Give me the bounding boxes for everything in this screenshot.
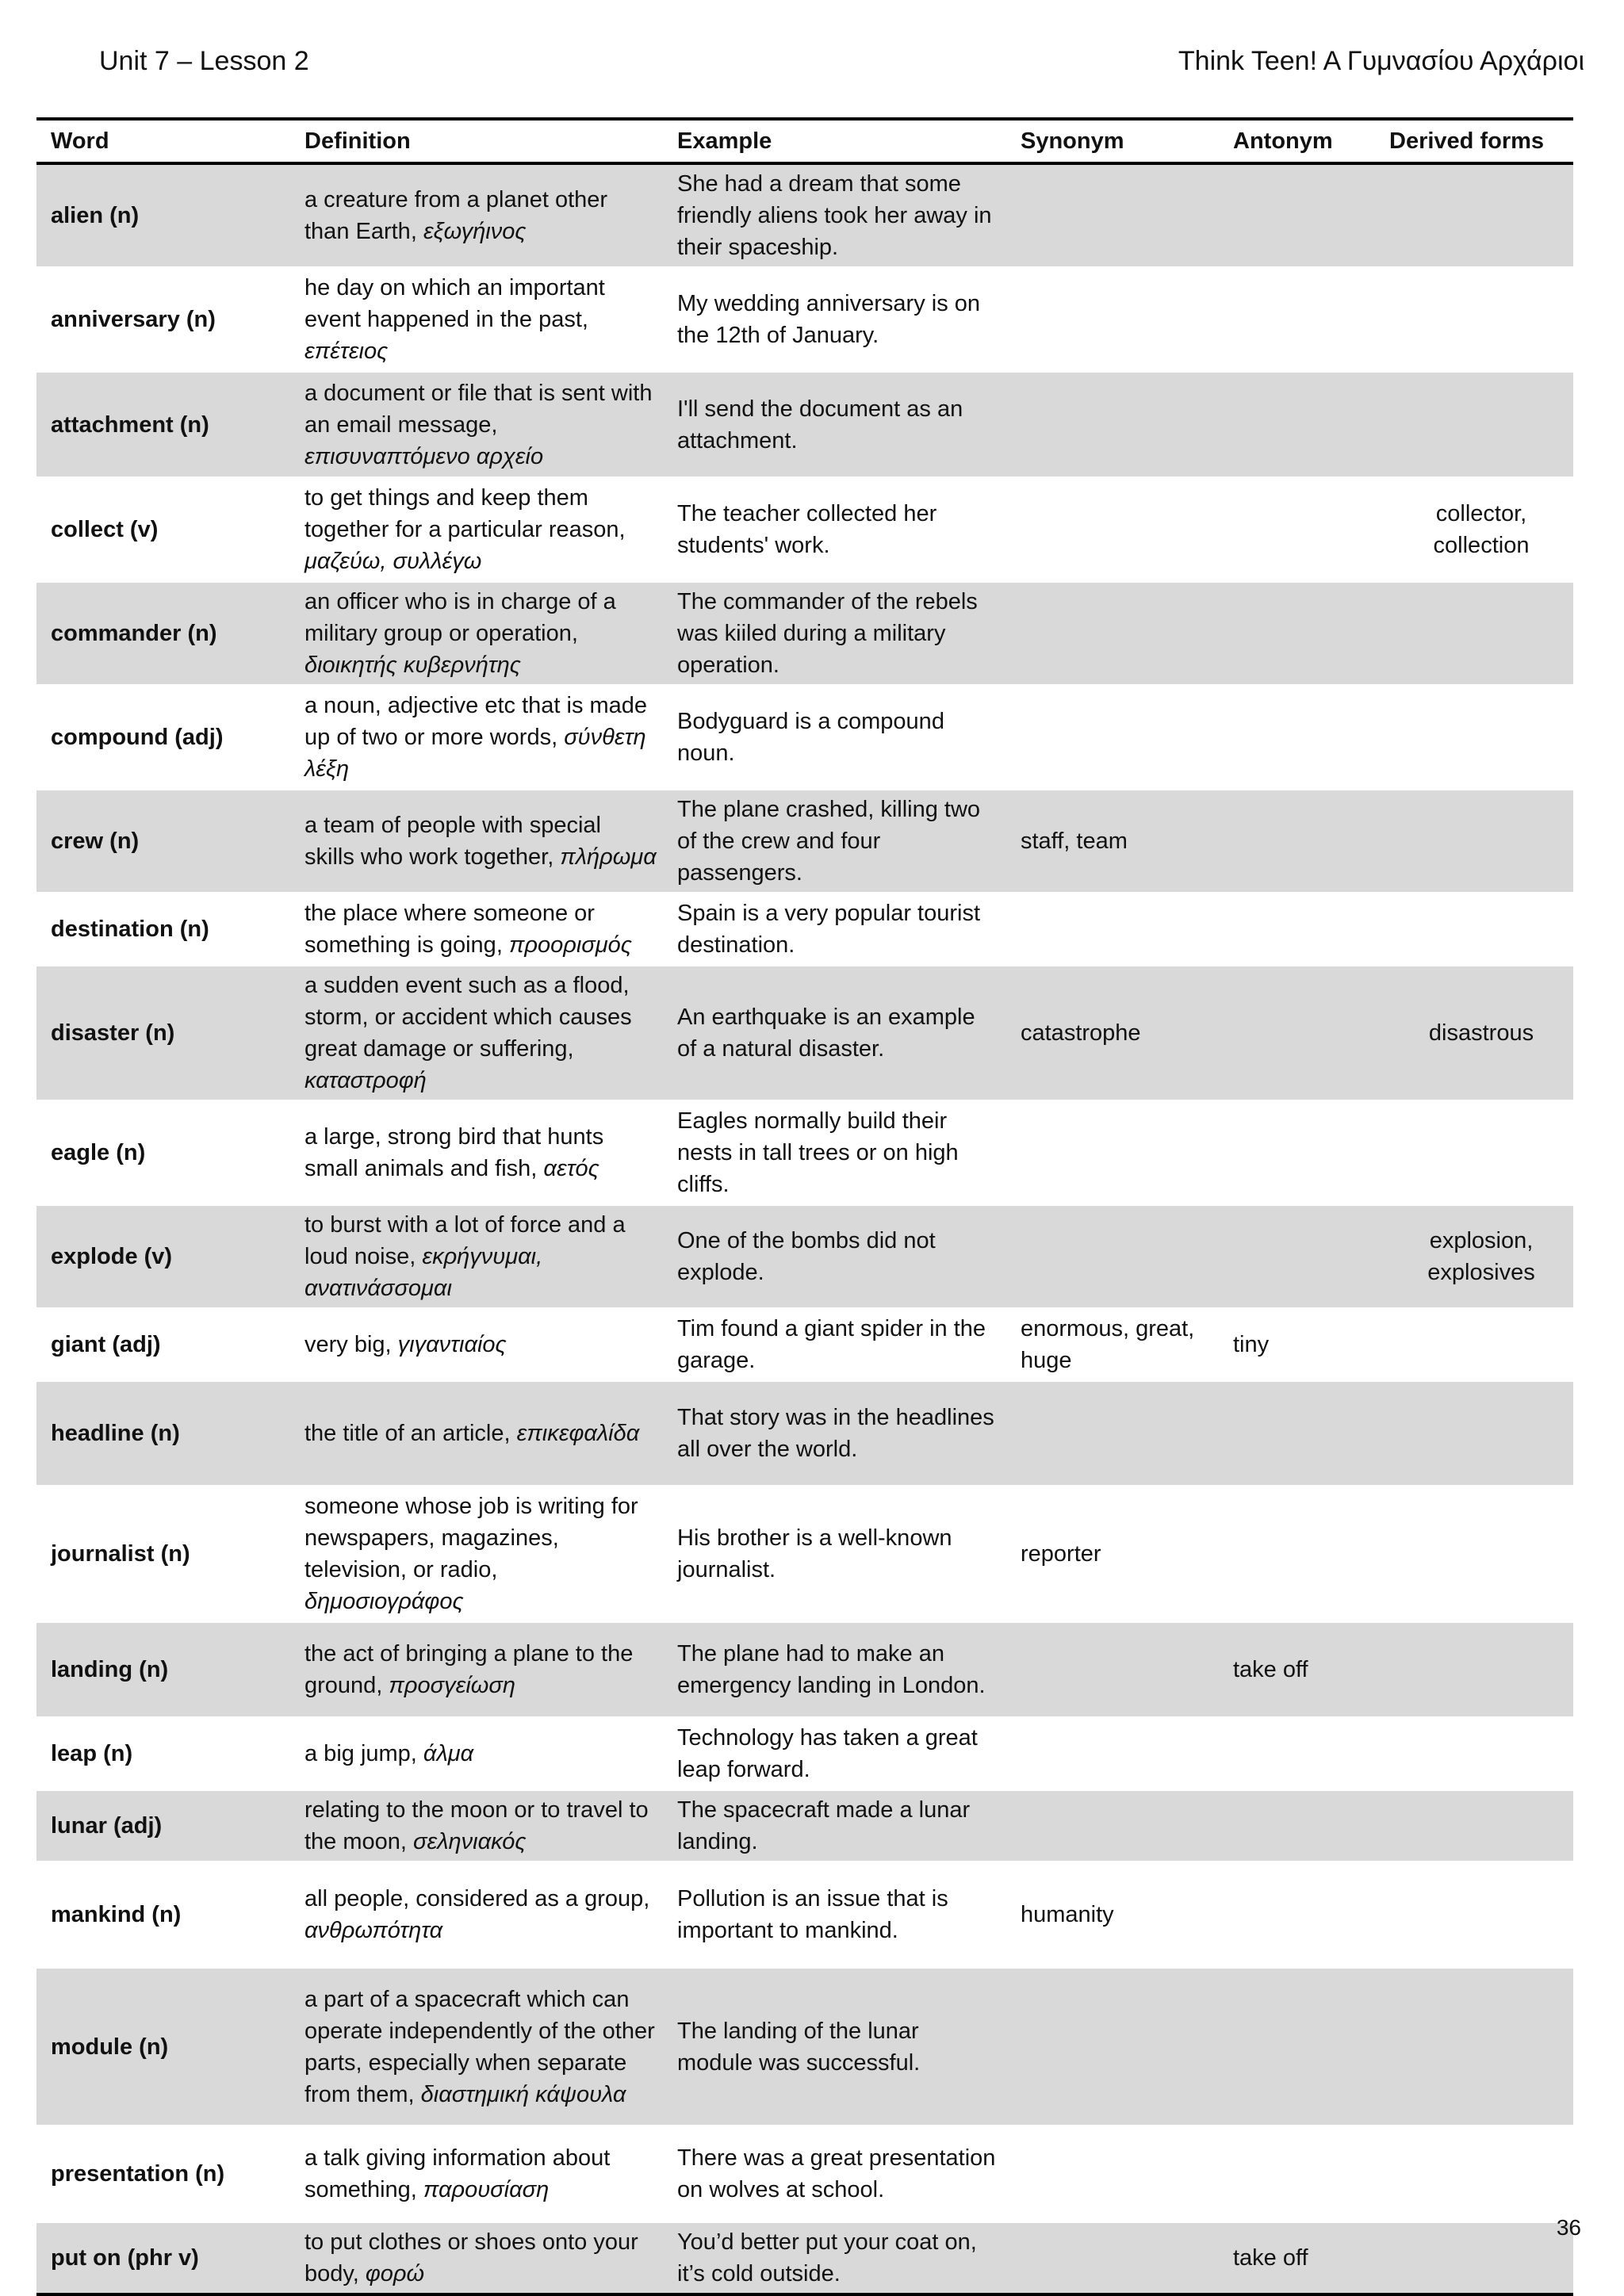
cell-derived-forms xyxy=(1381,1487,1573,1622)
cell-synonym xyxy=(1006,372,1219,478)
cell-synonym xyxy=(1006,478,1219,582)
cell-example: The plane had to make an emergency landing in London. xyxy=(663,1622,1006,1718)
definition-text: the title of an article, xyxy=(304,1421,517,1446)
table-row xyxy=(36,1718,1573,1790)
cell-derived-forms xyxy=(1381,1790,1573,1862)
greek-translation: διοικητής κυβερνήτης xyxy=(304,652,521,678)
greek-translation: φορώ xyxy=(365,2261,425,2286)
cell-word: anniversary (n) xyxy=(36,268,290,372)
cell-example: Tim found a giant spider in the garage. xyxy=(663,1309,1006,1381)
definition-text: to burst with a lot of force and a loud noise, xyxy=(304,1212,626,1269)
table-row xyxy=(36,790,1573,894)
table-row xyxy=(36,1205,1573,1309)
cell-antonym xyxy=(1219,163,1381,268)
cell-synonym xyxy=(1006,686,1219,790)
cell-synonym xyxy=(1006,1718,1219,1790)
table-row xyxy=(36,1862,1573,1968)
table-row xyxy=(36,1622,1573,1718)
cell-derived-forms xyxy=(1381,2222,1573,2295)
cell-definition xyxy=(290,1790,663,1862)
cell-word: headline (n) xyxy=(36,1381,290,1487)
cell-word: leap (n) xyxy=(36,1718,290,1790)
cell-synonym xyxy=(1006,2126,1219,2222)
greek-translation: σύνθετη λέξη xyxy=(304,725,646,782)
definition-text: an officer who is in charge of a military group or operation, xyxy=(304,589,616,646)
definition-text: to get things and keep them together for a particular reason, xyxy=(304,485,626,542)
cell-example: Spain is a very popular tourist destination. xyxy=(663,894,1006,966)
cell-definition xyxy=(290,1487,663,1622)
definition-text: he day on which an important event happened in the past, xyxy=(304,275,605,332)
cell-derived-forms: disastrous xyxy=(1381,966,1573,1101)
definition-text: all people, considered as a group, xyxy=(304,1886,650,1911)
cell-word: attachment (n) xyxy=(36,372,290,478)
cell-word: compound (adj) xyxy=(36,686,290,790)
cell-definition xyxy=(290,582,663,686)
greek-translation: μαζεύω, συλλέγω xyxy=(304,549,482,574)
greek-translation: γιγαντιαίος xyxy=(397,1332,507,1357)
definition-text: a sudden event such as a flood, storm, or accident which causes great damage or suffering, xyxy=(304,973,632,1062)
cell-definition xyxy=(290,1622,663,1718)
cell-derived-forms xyxy=(1381,1101,1573,1205)
cell-derived-forms xyxy=(1381,894,1573,966)
cell-example: An earthquake is an example of a natural disaster. xyxy=(663,966,1006,1101)
greek-translation: καταστροφή xyxy=(304,1068,427,1093)
cell-antonym xyxy=(1219,1718,1381,1790)
cell-word: disaster (n) xyxy=(36,966,290,1101)
cell-derived-forms xyxy=(1381,1309,1573,1381)
cell-synonym xyxy=(1006,1205,1219,1309)
cell-synonym xyxy=(1006,582,1219,686)
greek-translation: ανθρωπότητα xyxy=(304,1918,443,1943)
greek-translation: αετός xyxy=(543,1156,599,1181)
greek-translation: προσγείωση xyxy=(389,1673,515,1698)
cell-synonym: enormous, great, huge xyxy=(1006,1309,1219,1381)
cell-word: alien (n) xyxy=(36,163,290,268)
cell-definition xyxy=(290,1101,663,1205)
cell-antonym: take off xyxy=(1219,2222,1381,2295)
table-row xyxy=(36,686,1573,790)
vocabulary-table xyxy=(36,117,1573,2296)
table-row xyxy=(36,2126,1573,2222)
cell-antonym xyxy=(1219,372,1381,478)
cell-definition xyxy=(290,478,663,582)
cell-definition xyxy=(290,163,663,268)
cell-synonym xyxy=(1006,1968,1219,2126)
cell-definition xyxy=(290,1309,663,1381)
cell-word: commander (n) xyxy=(36,582,290,686)
cell-antonym xyxy=(1219,894,1381,966)
cell-derived-forms: explosion, explosives xyxy=(1381,1205,1573,1309)
cell-definition xyxy=(290,372,663,478)
cell-derived-forms xyxy=(1381,372,1573,478)
cell-example: There was a great presentation on wolves at school. xyxy=(663,2126,1006,2222)
cell-word: explode (v) xyxy=(36,1205,290,1309)
cell-antonym xyxy=(1219,1381,1381,1487)
cell-antonym xyxy=(1219,582,1381,686)
definition-text: a noun, adjective etc that is made up of two or more words, xyxy=(304,693,648,750)
column-header-antonym: Antonym xyxy=(1219,119,1381,163)
cell-antonym xyxy=(1219,1968,1381,2126)
cell-example: Technology has taken a great leap forward. xyxy=(663,1718,1006,1790)
cell-derived-forms xyxy=(1381,2126,1573,2222)
greek-translation: πλήρωμα xyxy=(560,844,657,870)
cell-synonym xyxy=(1006,1101,1219,1205)
cell-definition xyxy=(290,2222,663,2295)
greek-translation: επισυναπτόμενο αρχείο xyxy=(304,443,544,469)
table-body xyxy=(36,163,1573,2294)
page-number: 36 xyxy=(1556,2215,1581,2240)
definition-text: a part of a spacecraft which can operate independently of the other parts, especially when separate from them, xyxy=(304,1986,655,2107)
cell-example: She had a dream that some friendly aliens took her away in their spaceship. xyxy=(663,163,1006,268)
greek-translation: προορισμός xyxy=(508,932,632,958)
cell-derived-forms xyxy=(1381,163,1573,268)
greek-translation: επικεφαλίδα xyxy=(516,1421,640,1446)
cell-example: The landing of the lunar module was successful. xyxy=(663,1968,1006,2126)
cell-synonym xyxy=(1006,2222,1219,2295)
table-row xyxy=(36,163,1573,268)
cell-synonym xyxy=(1006,163,1219,268)
cell-antonym: tiny xyxy=(1219,1309,1381,1381)
cell-word: landing (n) xyxy=(36,1622,290,1718)
column-header-synonym: Synonym xyxy=(1006,119,1219,163)
cell-word: destination (n) xyxy=(36,894,290,966)
cell-derived-forms xyxy=(1381,1381,1573,1487)
cell-synonym: reporter xyxy=(1006,1487,1219,1622)
definition-text: the place where someone or something is going, xyxy=(304,901,595,958)
table-row xyxy=(36,1309,1573,1381)
cell-example: You’d better put your coat on, it’s cold outside. xyxy=(663,2222,1006,2295)
cell-definition xyxy=(290,1381,663,1487)
definition-text: someone whose job is writing for newspapers, magazines, television, or radio, xyxy=(304,1494,638,1582)
cell-antonym xyxy=(1219,1205,1381,1309)
cell-antonym xyxy=(1219,1101,1381,1205)
table-row xyxy=(36,1101,1573,1205)
cell-antonym xyxy=(1219,1790,1381,1862)
cell-antonym: take off xyxy=(1219,1622,1381,1718)
cell-synonym: humanity xyxy=(1006,1862,1219,1968)
table-row xyxy=(36,2222,1573,2295)
table-row xyxy=(36,478,1573,582)
cell-word: giant (adj) xyxy=(36,1309,290,1381)
cell-derived-forms xyxy=(1381,1968,1573,2126)
header-book-title: Think Teen! A Γυμνασίου Αρχάριοι xyxy=(1178,46,1584,76)
cell-word: module (n) xyxy=(36,1968,290,2126)
table-row xyxy=(36,582,1573,686)
table-row xyxy=(36,268,1573,372)
cell-word: journalist (n) xyxy=(36,1487,290,1622)
cell-antonym xyxy=(1219,268,1381,372)
definition-text: a document or file that is sent with an email message, xyxy=(304,380,653,438)
cell-example: That story was in the headlines all over the world. xyxy=(663,1381,1006,1487)
greek-translation: σεληνιακός xyxy=(413,1829,527,1854)
cell-definition xyxy=(290,2126,663,2222)
table-row xyxy=(36,1487,1573,1622)
cell-synonym xyxy=(1006,268,1219,372)
cell-derived-forms xyxy=(1381,268,1573,372)
cell-definition xyxy=(290,894,663,966)
cell-antonym xyxy=(1219,966,1381,1101)
definition-text: very big, xyxy=(304,1332,398,1357)
cell-derived-forms xyxy=(1381,686,1573,790)
greek-translation: επέτειος xyxy=(304,339,389,364)
cell-example: The plane crashed, killing two of the crew and four passengers. xyxy=(663,790,1006,894)
definition-text: the act of bringing a plane to the ground, xyxy=(304,1641,634,1698)
definition-text: relating to the moon or to travel to the moon, xyxy=(304,1797,649,1854)
cell-synonym xyxy=(1006,1381,1219,1487)
cell-synonym: staff, team xyxy=(1006,790,1219,894)
cell-derived-forms xyxy=(1381,1622,1573,1718)
cell-definition xyxy=(290,686,663,790)
column-header-derived-forms: Derived forms xyxy=(1381,119,1573,163)
cell-example: The commander of the rebels was kiiled during a military operation. xyxy=(663,582,1006,686)
cell-example: His brother is a well-known journalist. xyxy=(663,1487,1006,1622)
cell-synonym xyxy=(1006,1622,1219,1718)
cell-example: My wedding anniversary is on the 12th of January. xyxy=(663,268,1006,372)
table-header-row xyxy=(36,119,1573,163)
cell-definition xyxy=(290,1205,663,1309)
greek-translation: άλμα xyxy=(423,1741,474,1766)
cell-derived-forms xyxy=(1381,790,1573,894)
greek-translation: δημοσιογράφος xyxy=(304,1589,464,1614)
cell-example: Pollution is an issue that is important to mankind. xyxy=(663,1862,1006,1968)
cell-antonym xyxy=(1219,2126,1381,2222)
cell-derived-forms xyxy=(1381,1718,1573,1790)
cell-word: mankind (n) xyxy=(36,1862,290,1968)
cell-word: put on (phr v) xyxy=(36,2222,290,2295)
cell-example: I'll send the document as an attachment. xyxy=(663,372,1006,478)
cell-definition xyxy=(290,790,663,894)
greek-translation: εξωγήινος xyxy=(423,219,527,244)
cell-antonym xyxy=(1219,790,1381,894)
table-row xyxy=(36,966,1573,1101)
greek-translation: διαστημική κάψουλα xyxy=(420,2081,626,2107)
column-header-definition: Definition xyxy=(290,119,663,163)
cell-synonym xyxy=(1006,1790,1219,1862)
cell-example: Eagles normally build their nests in tall trees or on high cliffs. xyxy=(663,1101,1006,1205)
cell-antonym xyxy=(1219,478,1381,582)
column-header-word: Word xyxy=(36,119,290,163)
cell-definition xyxy=(290,1968,663,2126)
cell-definition xyxy=(290,268,663,372)
cell-antonym xyxy=(1219,1862,1381,1968)
cell-word: eagle (n) xyxy=(36,1101,290,1205)
cell-synonym xyxy=(1006,894,1219,966)
table-row xyxy=(36,1381,1573,1487)
greek-translation: παρουσίαση xyxy=(423,2177,550,2202)
definition-text: a talk giving information about something, xyxy=(304,2145,611,2202)
column-header-example: Example xyxy=(663,119,1006,163)
cell-example: One of the bombs did not explode. xyxy=(663,1205,1006,1309)
cell-definition xyxy=(290,966,663,1101)
definition-text: a big jump, xyxy=(304,1741,423,1766)
cell-definition xyxy=(290,1862,663,1968)
cell-antonym xyxy=(1219,1487,1381,1622)
cell-example: Bodyguard is a compound noun. xyxy=(663,686,1006,790)
table-row xyxy=(36,372,1573,478)
cell-example: The teacher collected her students' work. xyxy=(663,478,1006,582)
cell-word: lunar (adj) xyxy=(36,1790,290,1862)
cell-example: The spacecraft made a lunar landing. xyxy=(663,1790,1006,1862)
definition-text: to put clothes or shoes onto your body, xyxy=(304,2229,638,2286)
cell-word: crew (n) xyxy=(36,790,290,894)
definition-text: a creature from a planet other than Earth, xyxy=(304,187,608,244)
cell-derived-forms: collector, collection xyxy=(1381,478,1573,582)
cell-synonym: catastrophe xyxy=(1006,966,1219,1101)
cell-derived-forms xyxy=(1381,582,1573,686)
definition-text: a large, strong bird that hunts small animals and fish, xyxy=(304,1124,604,1181)
header-lesson-title: Unit 7 – Lesson 2 xyxy=(99,46,309,76)
cell-word: presentation (n) xyxy=(36,2126,290,2222)
table-row xyxy=(36,894,1573,966)
cell-derived-forms xyxy=(1381,1862,1573,1968)
table-row xyxy=(36,1968,1573,2126)
cell-word: collect (v) xyxy=(36,478,290,582)
cell-definition xyxy=(290,1718,663,1790)
definition-text: a team of people with special skills who work together, xyxy=(304,813,601,870)
cell-antonym xyxy=(1219,686,1381,790)
table-row xyxy=(36,1790,1573,1862)
greek-translation: εκρήγνυμαι, ανατινάσσομαι xyxy=(304,1244,543,1301)
